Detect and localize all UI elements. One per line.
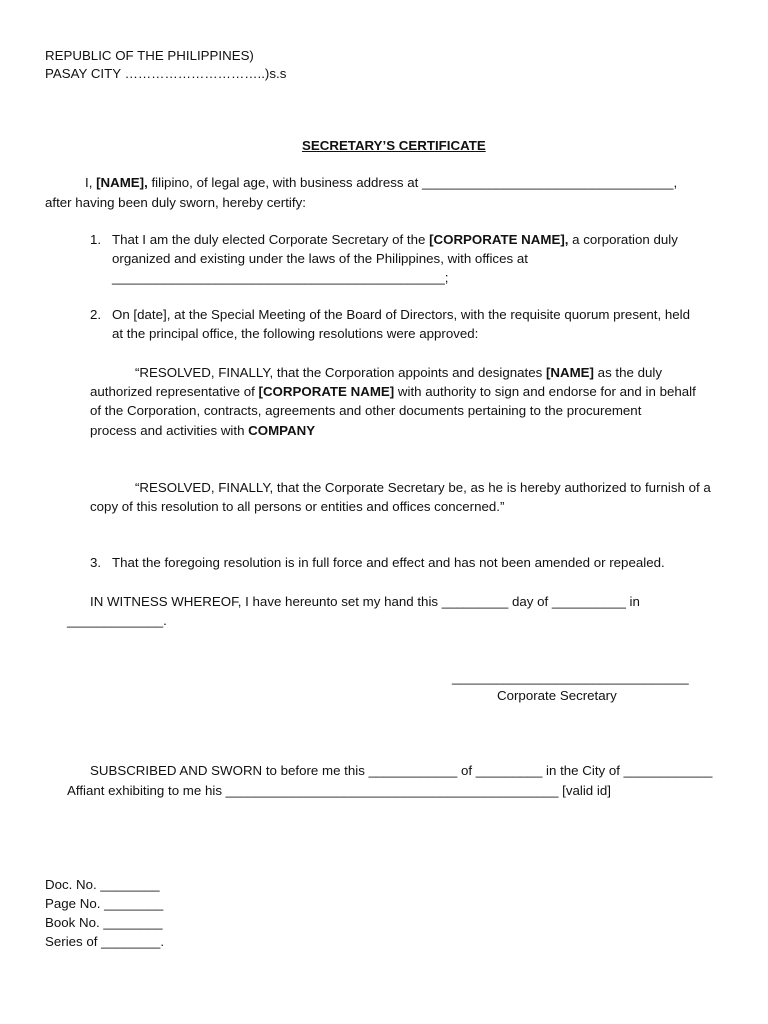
resolution-corp: [CORPORATE NAME] [258, 384, 395, 399]
item-1-corp: [CORPORATE NAME], [429, 232, 569, 247]
item-2-text: On [date], at the Special Meeting of the Board of Directors, with the requisite quorum present, held [112, 307, 690, 322]
item-3-text: That the foregoing resolution is in full force and effect and has not been amended or repealed. [112, 555, 665, 570]
intro-name: [NAME], [96, 175, 148, 190]
item-1-number: 1. [90, 232, 102, 247]
item-3-line-1 [90, 553, 665, 572]
signature-line: ________________________________ [452, 670, 689, 685]
subscribed-line-1: SUBSCRIBED AND SWORN to before me this ____________ of _________ in the City of ____________ [90, 763, 713, 778]
resolution-text: authorized representative of [90, 384, 259, 399]
item-1-line-3: _____________________________________________; [112, 270, 449, 285]
notarial-book-no: Book No. ________ [45, 915, 163, 930]
subscribed-line-2: Affiant exhibiting to me his _____________________________________________ [valid id] [67, 783, 611, 798]
item-1-line-1 [90, 230, 678, 249]
resolution-text: “RESOLVED, FINALLY, that the Corporation appoints and designates [135, 365, 546, 380]
intro-text: filipino, of legal age, with business address at __________________________________, [147, 175, 678, 190]
resolution-1-line-2 [90, 382, 696, 401]
resolution-text: with authority to sign and endorse for and in behalf [394, 384, 696, 399]
intro-line-2: after having been duly sworn, hereby certify: [45, 195, 306, 210]
resolution-1-line-4 [90, 421, 315, 440]
witness-line-1: IN WITNESS WHEREOF, I have hereunto set my hand this _________ day of __________ in [90, 594, 640, 609]
caption-line-2: PASAY CITY …………………………..)s.s [45, 66, 287, 81]
notarial-series: Series of ________. [45, 934, 165, 949]
item-1-text: a corporation duly [568, 232, 678, 247]
item-1-text: That I am the duly elected Corporate Secretary of the [112, 232, 430, 247]
resolution-text: as the duly [593, 365, 662, 380]
resolution-company: COMPANY [248, 423, 316, 438]
signature-label: Corporate Secretary [497, 688, 617, 703]
witness-line-2: _____________. [67, 613, 167, 628]
resolution-name: [NAME] [545, 365, 594, 380]
page-title: SECRETARY’S CERTIFICATE [302, 138, 486, 153]
item-3-number: 3. [90, 555, 102, 570]
resolution-2-line-2: copy of this resolution to all persons or entities and offices concerned.” [90, 499, 505, 514]
notarial-doc-no: Doc. No. ________ [45, 877, 160, 892]
item-2-line-2: at the principal office, the following resolutions were approved: [112, 326, 479, 341]
item-2-line-1 [90, 305, 690, 324]
resolution-2-line-1: “RESOLVED, FINALLY, that the Corporate Secretary be, as he is hereby authorized to furnish of a [135, 480, 711, 495]
item-2-number: 2. [90, 307, 102, 322]
resolution-1-line-1 [135, 363, 662, 382]
notarial-page-no: Page No. ________ [45, 896, 164, 911]
resolution-text: process and activities with [90, 423, 249, 438]
resolution-1-line-3: of the Corporation, contracts, agreements and other documents pertaining to the procurement [90, 403, 642, 418]
intro-text: I, [85, 175, 97, 190]
item-1-line-2: organized and existing under the laws of the Philippines, with offices at [112, 251, 528, 266]
caption-line-1: REPUBLIC OF THE PHILIPPINES) [45, 48, 254, 63]
intro-line-1 [85, 173, 677, 192]
